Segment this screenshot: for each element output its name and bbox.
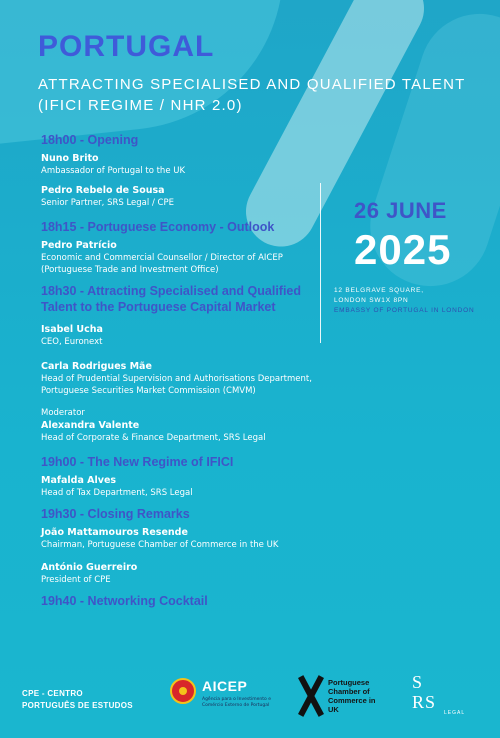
srs-letter: S: [425, 692, 436, 712]
address-line: LONDON SW1X 8PN: [334, 297, 409, 304]
speaker-name: Pedro Patrício: [41, 240, 117, 251]
speaker-name: Alexandra Valente: [41, 420, 140, 431]
poster-title: PORTUGAL: [38, 30, 215, 63]
venue-name: EMBASSY OF PORTUGAL IN LONDON: [334, 307, 475, 314]
speaker-role: Head of Prudential Supervision and Authorisations Department, Portuguese Securities Market Commission (CMVM): [41, 374, 312, 396]
speaker-role: Head of Corporate & Finance Department, SRS Legal: [41, 433, 266, 443]
chamber-logo-icon: [302, 676, 322, 716]
speaker-role: Chairman, Portuguese Chamber of Commerce in the UK: [41, 540, 279, 550]
speaker-role: President of CPE: [41, 575, 111, 585]
session-time: 19h30 - Closing Remarks: [41, 507, 190, 521]
speaker-role: Head of Tax Department, SRS Legal: [41, 488, 193, 498]
address-line: 12 BELGRAVE SQUARE,: [334, 287, 424, 294]
speaker-name: Carla Rodrigues Mãe: [41, 361, 152, 372]
srs-letter: S: [412, 672, 423, 692]
chamber-logo-text: [328, 678, 388, 714]
srs-legal-text: LEGAL: [444, 710, 466, 716]
session-time: 19h40 - Networking Cocktail: [41, 594, 208, 608]
agenda-session: [41, 283, 321, 444]
event-year: 2025: [354, 226, 452, 273]
agenda-session: [41, 132, 321, 209]
subtitle-line: ATTRACTING SPECIALISED AND QUALIFIED TALENT: [38, 76, 466, 93]
aicep-emblem-icon: [170, 678, 196, 704]
event-day: 26 JUNE: [354, 198, 447, 223]
speaker-role: Ambassador of Portugal to the UK: [41, 166, 186, 176]
agenda-session: [41, 454, 321, 499]
cpe-logo: [22, 688, 133, 712]
session-time: 19h00 - The New Regime of IFICI: [41, 455, 234, 469]
speaker-role: CEO, Euronext: [41, 337, 103, 347]
speaker-role: Senior Partner, SRS Legal / CPE: [41, 198, 174, 208]
speaker-name: João Mattamouros Resende: [41, 527, 188, 538]
agenda: [41, 132, 321, 613]
aicep-logo: [170, 676, 290, 716]
speaker-name: António Guerreiro: [41, 562, 138, 573]
speaker-name: Nuno Brito: [41, 153, 99, 164]
cpe-logo-line: CPE - CENTRO: [22, 689, 83, 698]
agenda-session: [41, 219, 321, 276]
aicep-name: AICEP: [202, 678, 248, 694]
vertical-divider: [320, 183, 321, 343]
chamber-name: Portuguese Chamber of Commerce in UK: [328, 678, 376, 714]
sponsor-footer: [0, 660, 500, 738]
speaker-name: Mafalda Alves: [41, 475, 117, 486]
aicep-subtitle: Agência para o Investimento e Comércio Externo de Portugal: [202, 697, 271, 708]
agenda-session: [41, 593, 321, 609]
srs-letter: R: [412, 692, 425, 712]
moderator-label: Moderator: [41, 408, 85, 418]
cpe-logo-line: PORTUGUÊS DE ESTUDOS: [22, 701, 133, 710]
session-time: 18h15 - Portuguese Economy - Outlook: [41, 220, 275, 234]
speaker-name: Pedro Rebelo de Sousa: [41, 185, 165, 196]
agenda-session: [41, 506, 321, 586]
poster-subtitle: [38, 74, 466, 116]
speaker-name: Isabel Ucha: [41, 324, 103, 335]
speaker-role: Economic and Commercial Counsellor / Director of AICEP (Portuguese Trade and Investment Office): [41, 253, 283, 275]
session-time: 18h00 - Opening: [41, 133, 139, 147]
subtitle-line: (IFICI REGIME / NHR 2.0): [38, 97, 243, 114]
srs-legal-logo: [408, 668, 478, 728]
session-time: 18h30 - Attracting Specialised and Qualified Talent to the Portuguese Capital Market: [41, 284, 302, 314]
